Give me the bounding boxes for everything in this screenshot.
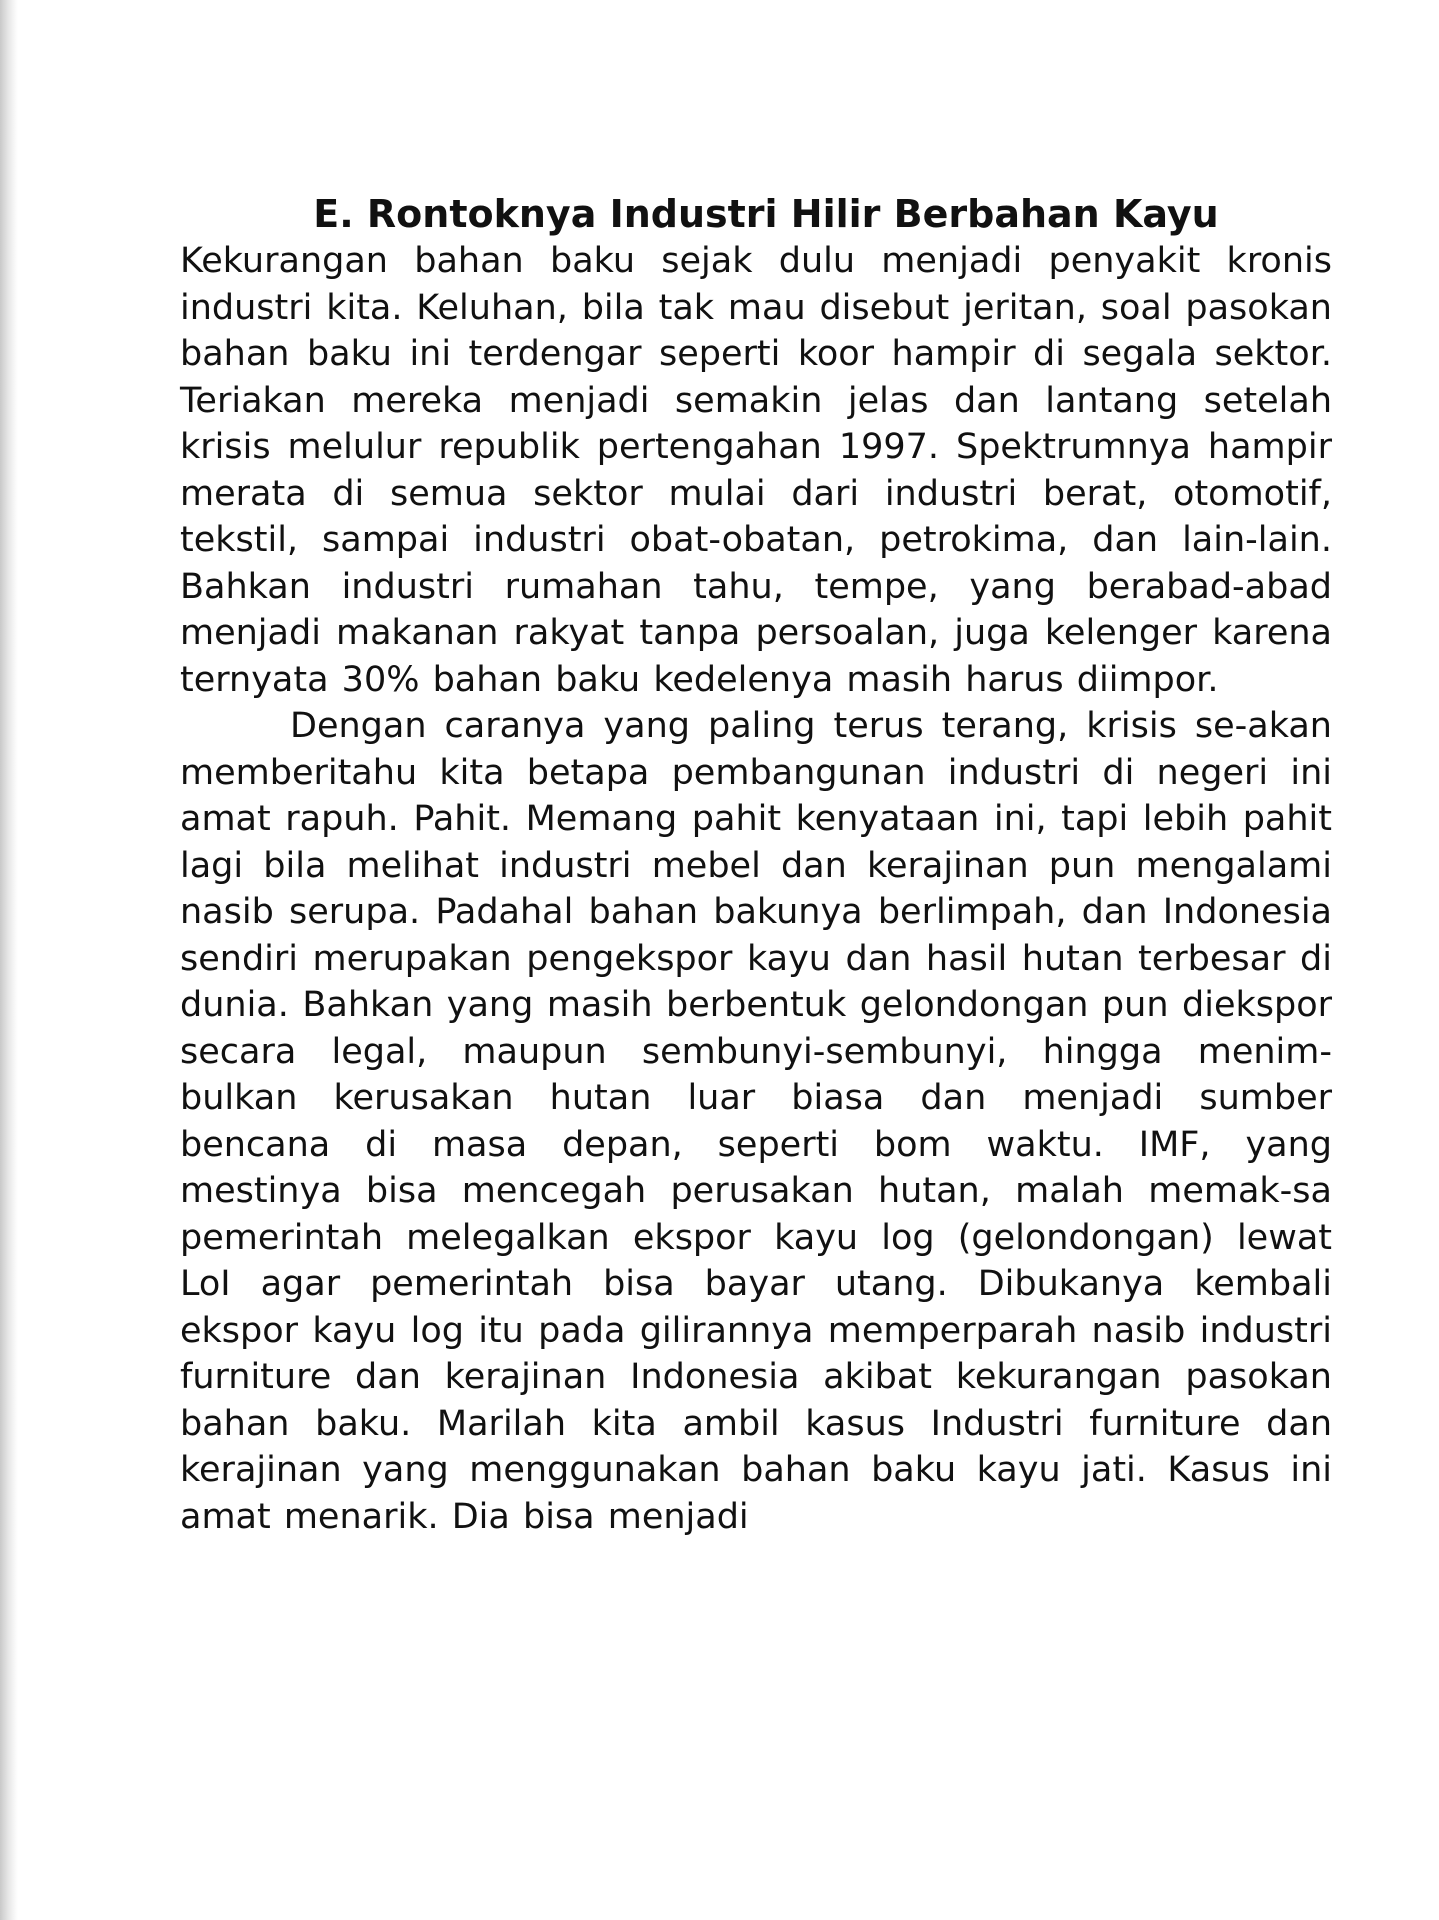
scanned-page-edge-shadow bbox=[0, 0, 18, 1920]
section-heading: E. Rontoknya Industri Hilir Berbahan Kayu bbox=[313, 192, 1219, 236]
paragraph-2: Dengan caranya yang paling terus terang, krisis se-akan memberitahu kita betapa pembangunan industri di negeri ini amat rapuh. Pahit. Memang pahit kenyataan ini, tapi lebih pahit lagi bila melihat industri mebel dan kerajinan pun mengalami nasib serupa. Padahal bahan bakunya berlimpah, dan Indonesia sendiri merupakan pengekspor kayu dan hasil hutan terbesar di dunia. Bahkan yang masih berbentuk gelondongan pun diekspor secara legal, maupun sembunyi-sembunyi, hingga menim-bulkan kerusakan hutan luar biasa dan menjadi sumber bencana di masa depan, seperti bom waktu. IMF, yang mestinya bisa mencegah perusakan hutan, malah memak-sa pemerintah melegalkan ekspor kayu log (gelondongan) lewat LoI agar pemerintah bisa bayar utang. Dibukanya kembali ekspor kayu log itu pada gilirannya memperparah nasib industri furniture dan kerajinan Indonesia akibat kekurangan pasokan bahan baku. Marilah kita ambil kasus Industri furniture dan kerajinan yang menggunakan bahan baku kayu jati. Kasus ini amat menarik. Dia bisa menjadi bbox=[180, 706, 1332, 1537]
paragraph-1: Kekurangan bahan baku sejak dulu menjadi penyakit kronis industri kita. Keluhan, bila tak mau disebut jeritan, soal pasokan bahan baku ini terdengar seperti koor hampir di segala sektor. Teriakan mereka menjadi semakin jelas dan lantang setelah krisis melulur republik pertengahan 1997. Spektrumnya hampir merata di semua sektor mulai dari industri berat, otomotif, tekstil, sampai industri obat-obatan, petrokima, dan lain-lain. Bahkan industri rumahan tahu, tempe, yang berabad-abad menjadi makanan rakyat tanpa persoalan, juga kelenger karena ternyata 30% bahan baku kedelenya masih harus diimpor. bbox=[180, 241, 1332, 700]
page-content bbox=[180, 190, 1332, 1540]
